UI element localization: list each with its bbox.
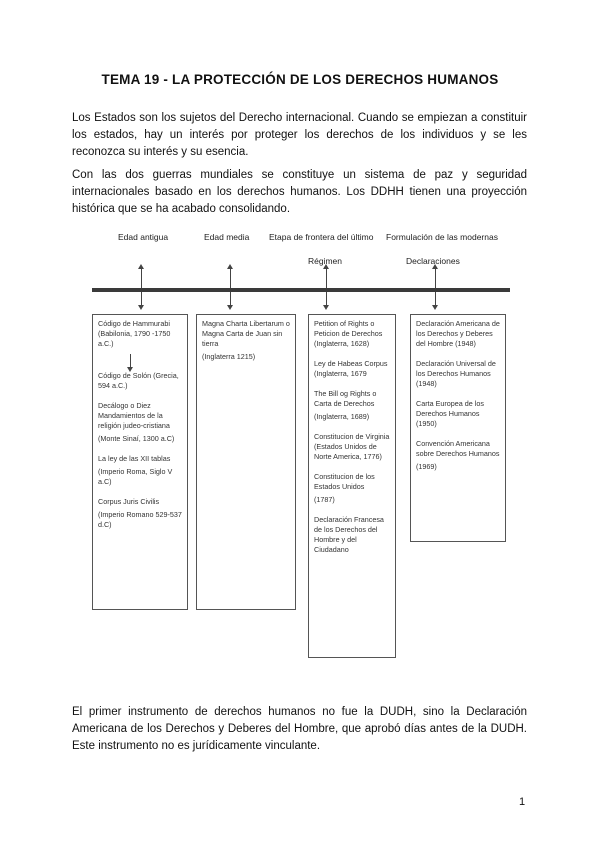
list-item: Carta Europea de los Derechos Humanos (1950): [416, 399, 484, 428]
era-label-formulacion: Formulación de las modernas: [386, 232, 498, 242]
list-item: Declaración Americana de los Derechos y Deberes del Hombre (1948): [416, 319, 500, 348]
box-edad-antigua: [92, 314, 188, 610]
era-arrow-icon: [230, 268, 231, 306]
list-item: La ley de las XII tablas (Imperio Roma, Siglo V a.C): [98, 454, 173, 486]
list-item: Código de Solón (Grecia, 594 a.C.): [98, 371, 179, 390]
intro-paragraph: Los Estados son los sujetos del Derecho internacional. Cuando se empiezan a constituir los estados, hay un interés por proteger los derechos de los individuos y se les reconozca su interés y su esencia.: [72, 112, 527, 158]
era-arrow-icon: [435, 268, 436, 306]
list-item: Convención Americana sobre Derechos Humanos (1969): [416, 439, 500, 471]
context-paragraph: Con las dos guerras mundiales se constituye un sistema de paz y seguridad internacionales basado en los derechos humanos. Los DDHH tienen una proyección histórica que se ha acabado consolidando.: [72, 169, 527, 215]
page-title: TEMA 19 - LA PROTECCIÓN DE LOS DERECHOS HUMANOS: [101, 72, 499, 87]
era-arrow-icon: [141, 268, 142, 306]
box-formulacion: [410, 314, 506, 542]
list-item: Ley de Habeas Corpus (Inglaterra, 1679: [314, 359, 388, 378]
box-edad-media: [196, 314, 296, 610]
conclusion-paragraph: El primer instrumento de derechos humanos no fue la DUDH, sino la Declaración Americana de los Derechos y Deberes del Hombre, que aprobó días antes de la DUDH. Este instrumento no es jurídicamente vinculante.: [72, 706, 527, 752]
list-item: Código de Hammurabi (Babilonia, 1790 -1750 a.C.): [98, 319, 171, 348]
down-arrow-icon: [130, 354, 131, 368]
era-label-antigua: Edad antigua: [118, 232, 169, 242]
era-label-media: Edad media: [204, 232, 250, 242]
timeline-axis: [92, 288, 510, 292]
list-item: Petition of Rights o Peticion de Derechos (Inglaterra, 1628): [314, 319, 383, 348]
timeline-diagram: [80, 228, 520, 658]
list-item: Declaración Universal de los Derechos Humanos (1948): [416, 359, 496, 388]
era-label-regimen: Régimen: [308, 256, 343, 266]
list-item: Magna Charta Libertarum o Magna Carta de Juan sin tierra (Inglaterra 1215): [202, 319, 290, 361]
list-item: Declaración Francesa de los Derechos del Hombre y del Ciudadano: [314, 515, 384, 554]
era-label-declaraciones: Declaraciones: [406, 256, 460, 266]
box-etapa-frontera: [308, 314, 396, 658]
list-item: The Bill og Rights o Carta de Derechos (Inglaterra, 1689): [314, 389, 377, 421]
list-item: Decálogo o Diez Mandamientos de la religión judeo-cristiana (Monte Sinaí, 1300 a.C): [98, 401, 175, 443]
list-item: Constitucion de Virginia (Estados Unidos de Norte America, 1776): [314, 432, 390, 461]
list-item: Corpus Juris Civilis (Imperio Romano 529-537 d.C): [98, 497, 182, 529]
list-item: Constitucion de los Estados Unidos (1787): [314, 472, 375, 504]
page-number: 1: [519, 796, 526, 808]
era-label-frontera: Etapa de frontera del último: [269, 232, 374, 242]
era-arrow-icon: [326, 268, 327, 306]
